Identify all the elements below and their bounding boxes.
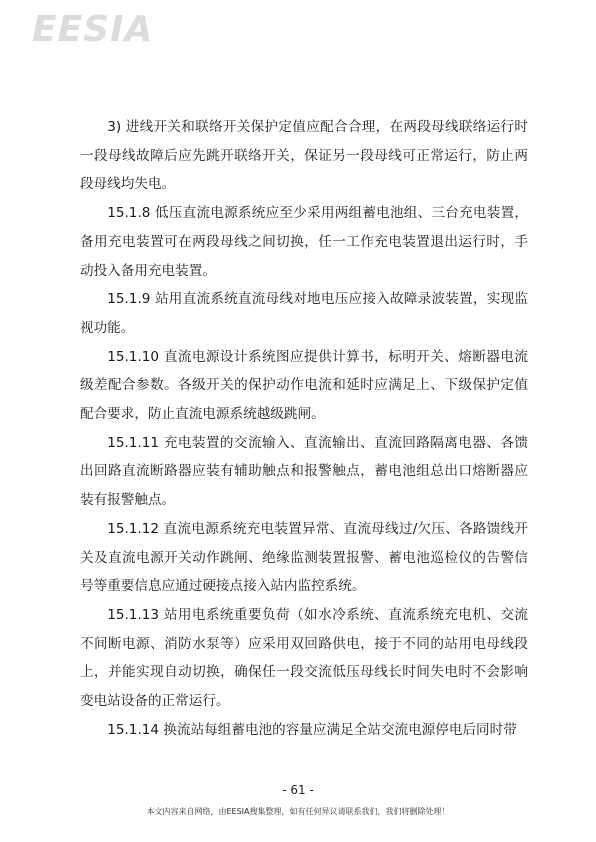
paragraph-15-1-9: 15.1.9 站用直流系统直流母线对地电压应接入故障录波装置，实现监视功能。	[80, 291, 528, 336]
page-number: - 61 -	[282, 783, 314, 797]
paragraph-15-1-13: 15.1.13 站用电系统重要负荷（如水冷系统、直流系统充电机、交流不间断电源、消防水泵等）应采用双回路供电，接于不同的站用电母线段上，并能实现自动切换，确保任一段交流低压母线长时间失电时不会影响变电站设备的正常运行。	[80, 606, 528, 710]
eesia-logo: EESIA	[32, 9, 154, 50]
paragraph-15-1-12: 15.1.12 直流电源系统充电装置异常、直流母线过/欠压、各路馈线开关及直流电源开关动作跳闸、绝缘监测装置报警、蓄电池巡检仪的告警信号等重要信息应通过硬接点接入站内监控系统。	[80, 520, 528, 595]
paragraph-15-1-14: 15.1.14 换流站每组蓄电池的容量应满足全站交流电源停电后同时带	[107, 721, 517, 738]
paragraph-15-1-10: 15.1.10 直流电源设计系统图应提供计算书，标明开关、熔断器电流级差配合参数。各级开关的保护动作电流和延时应满足上、下级保护定值配合要求，防止直流电源系统越级跳闸。	[80, 348, 528, 423]
document-body	[80, 113, 528, 744]
paragraph-3-interconnect-switch: 3) 进线开关和联络开关保护定值应配合合理，在两段母线联络运行时一段母线故障后应先跳开联络开关，保证另一段母线可正常运行，防止两段母线均失电。	[80, 119, 528, 193]
footer-disclaimer: 本文内容来自网络，由EESIA搜集整理，如有任何异议请联系我们，我们将删除处理！	[146, 807, 450, 816]
paragraph-15-1-8: 15.1.8 低压直流电源系统应至少采用两组蓄电池组、三台充电装置，备用充电装置可在两段母线之间切换，任一工作充电装置退出运行时，手动投入备用充电装置。	[80, 205, 528, 279]
paragraph-15-1-11: 15.1.11 充电装置的交流输入、直流输出、直流回路隔离电器、各馈出回路直流断路器应装有辅助触点和报警触点，蓄电池组总出口熔断器应装有报警触点。	[80, 434, 528, 509]
